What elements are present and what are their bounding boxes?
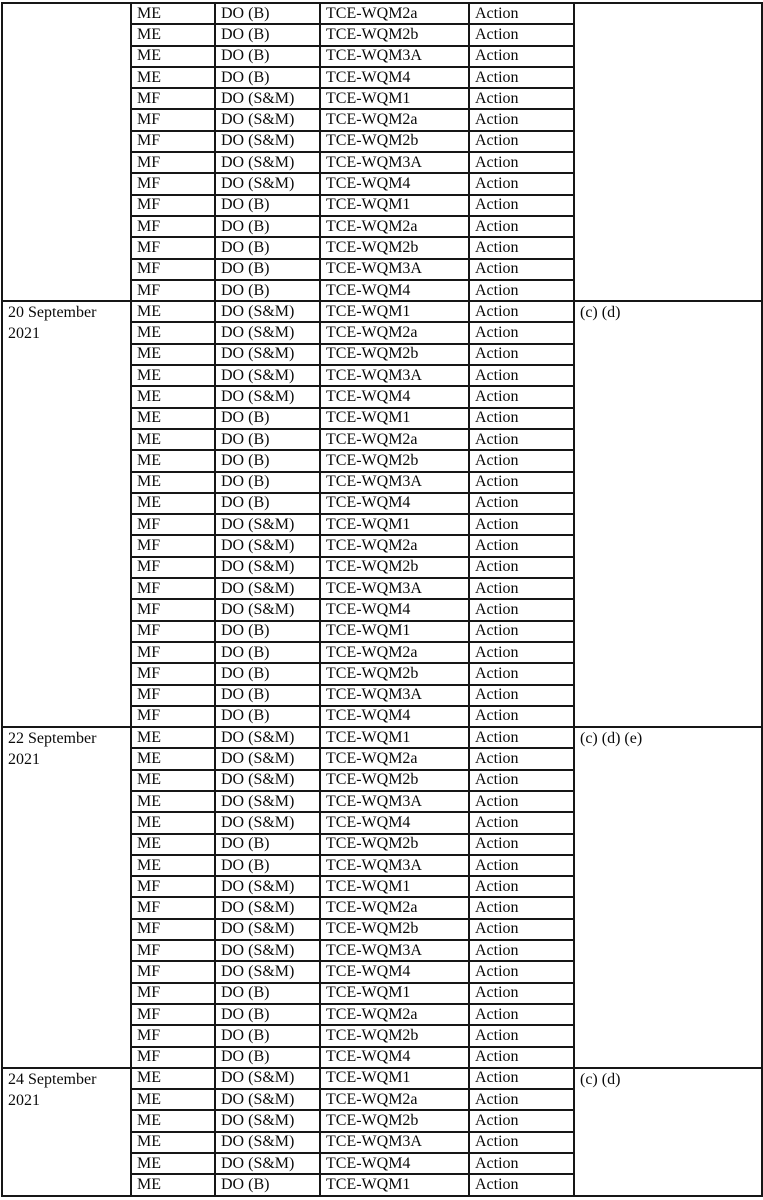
duty-cell: DO (B) — [215, 685, 320, 706]
notes-cell: (c) (d) — [574, 301, 762, 727]
action-cell: Action — [469, 472, 574, 493]
equipment-cell: TCE-WQM2b — [320, 663, 469, 684]
equipment-cell: TCE-WQM2b — [320, 450, 469, 471]
equipment-cell: TCE-WQM3A — [320, 855, 469, 876]
action-cell: Action — [469, 1025, 574, 1046]
duty-cell: DO (B) — [215, 46, 320, 67]
team-cell: MF — [131, 514, 215, 535]
team-cell: ME — [131, 1089, 215, 1110]
team-cell: MF — [131, 1025, 215, 1046]
duty-cell: DO (S&M) — [215, 344, 320, 365]
equipment-cell: TCE-WQM4 — [320, 386, 469, 407]
duty-cell: DO (B) — [215, 280, 320, 301]
equipment-cell: TCE-WQM4 — [320, 493, 469, 514]
action-cell: Action — [469, 897, 574, 918]
action-cell: Action — [469, 642, 574, 663]
duty-cell: DO (S&M) — [215, 876, 320, 897]
team-cell: MF — [131, 876, 215, 897]
team-cell: MF — [131, 216, 215, 237]
duty-cell: DO (S&M) — [215, 919, 320, 940]
duty-cell: DO (S&M) — [215, 322, 320, 343]
equipment-cell: TCE-WQM2b — [320, 344, 469, 365]
equipment-cell: TCE-WQM2b — [320, 834, 469, 855]
action-cell: Action — [469, 514, 574, 535]
equipment-cell: TCE-WQM1 — [320, 621, 469, 642]
equipment-cell: TCE-WQM2a — [320, 1089, 469, 1110]
duty-cell: DO (B) — [215, 706, 320, 727]
team-cell: ME — [131, 472, 215, 493]
action-cell: Action — [469, 1089, 574, 1110]
duty-cell: DO (S&M) — [215, 152, 320, 173]
duty-cell: DO (S&M) — [215, 514, 320, 535]
action-cell: Action — [469, 791, 574, 812]
duty-cell: DO (S&M) — [215, 173, 320, 194]
action-cell: Action — [469, 1174, 574, 1195]
equipment-cell: TCE-WQM2a — [320, 322, 469, 343]
team-cell: MF — [131, 259, 215, 280]
equipment-cell: TCE-WQM3A — [320, 152, 469, 173]
equipment-cell: TCE-WQM4 — [320, 1153, 469, 1174]
equipment-cell: TCE-WQM1 — [320, 1174, 469, 1195]
equipment-cell: TCE-WQM2b — [320, 770, 469, 791]
duty-cell: DO (S&M) — [215, 301, 320, 322]
schedule-table-body — [2, 3, 762, 1196]
equipment-cell: TCE-WQM1 — [320, 88, 469, 109]
equipment-cell: TCE-WQM4 — [320, 1047, 469, 1068]
notes-cell: (c) (d) (e) — [574, 727, 762, 1068]
team-cell: ME — [131, 791, 215, 812]
team-cell: ME — [131, 1174, 215, 1195]
duty-cell: DO (B) — [215, 1174, 320, 1195]
team-cell: MF — [131, 919, 215, 940]
equipment-cell: TCE-WQM2a — [320, 216, 469, 237]
equipment-cell: TCE-WQM1 — [320, 727, 469, 748]
team-cell: MF — [131, 88, 215, 109]
action-cell: Action — [469, 1132, 574, 1153]
action-cell: Action — [469, 152, 574, 173]
team-cell: MF — [131, 642, 215, 663]
team-cell: MF — [131, 557, 215, 578]
action-cell: Action — [469, 940, 574, 961]
duty-cell: DO (S&M) — [215, 365, 320, 386]
equipment-cell: TCE-WQM4 — [320, 706, 469, 727]
team-cell: MF — [131, 237, 215, 258]
duty-cell: DO (B) — [215, 834, 320, 855]
action-cell: Action — [469, 24, 574, 45]
equipment-cell: TCE-WQM4 — [320, 961, 469, 982]
team-cell: ME — [131, 1068, 215, 1089]
team-cell: MF — [131, 983, 215, 1004]
duty-cell: DO (B) — [215, 1004, 320, 1025]
team-cell: MF — [131, 940, 215, 961]
action-cell: Action — [469, 535, 574, 556]
team-cell: ME — [131, 834, 215, 855]
duty-cell: DO (B) — [215, 24, 320, 45]
equipment-cell: TCE-WQM3A — [320, 578, 469, 599]
duty-cell: DO (B) — [215, 983, 320, 1004]
equipment-cell: TCE-WQM3A — [320, 365, 469, 386]
duty-cell: DO (B) — [215, 237, 320, 258]
team-cell: ME — [131, 301, 215, 322]
team-cell: MF — [131, 663, 215, 684]
duty-cell: DO (B) — [215, 642, 320, 663]
team-cell: ME — [131, 1110, 215, 1131]
team-cell: MF — [131, 599, 215, 620]
duty-cell: DO (S&M) — [215, 109, 320, 130]
action-cell: Action — [469, 876, 574, 897]
action-cell: Action — [469, 365, 574, 386]
action-cell: Action — [469, 344, 574, 365]
equipment-cell: TCE-WQM4 — [320, 599, 469, 620]
duty-cell: DO (S&M) — [215, 1068, 320, 1089]
team-cell: ME — [131, 450, 215, 471]
equipment-cell: TCE-WQM4 — [320, 280, 469, 301]
action-cell: Action — [469, 1153, 574, 1174]
equipment-cell: TCE-WQM2a — [320, 3, 469, 24]
team-cell: ME — [131, 1132, 215, 1153]
team-cell: ME — [131, 727, 215, 748]
notes-cell — [574, 3, 762, 301]
action-cell: Action — [469, 812, 574, 833]
table-row — [2, 727, 762, 748]
team-cell: ME — [131, 365, 215, 386]
equipment-cell: TCE-WQM1 — [320, 1068, 469, 1089]
equipment-cell: TCE-WQM2b — [320, 919, 469, 940]
duty-cell: DO (S&M) — [215, 791, 320, 812]
table-row — [2, 301, 762, 322]
action-cell: Action — [469, 322, 574, 343]
team-cell: MF — [131, 195, 215, 216]
duty-cell: DO (S&M) — [215, 1132, 320, 1153]
equipment-cell: TCE-WQM2a — [320, 1004, 469, 1025]
action-cell: Action — [469, 216, 574, 237]
equipment-cell: TCE-WQM4 — [320, 812, 469, 833]
team-cell: ME — [131, 770, 215, 791]
team-cell: ME — [131, 855, 215, 876]
equipment-cell: TCE-WQM3A — [320, 791, 469, 812]
equipment-cell: TCE-WQM2a — [320, 429, 469, 450]
action-cell: Action — [469, 557, 574, 578]
date-cell: 20 September 2021 — [2, 301, 131, 727]
action-cell: Action — [469, 46, 574, 67]
equipment-cell: TCE-WQM1 — [320, 514, 469, 535]
team-cell: MF — [131, 706, 215, 727]
team-cell: ME — [131, 1153, 215, 1174]
team-cell: ME — [131, 493, 215, 514]
equipment-cell: TCE-WQM3A — [320, 685, 469, 706]
action-cell: Action — [469, 1068, 574, 1089]
equipment-cell: TCE-WQM2a — [320, 642, 469, 663]
action-cell: Action — [469, 748, 574, 769]
action-cell: Action — [469, 237, 574, 258]
duty-cell: DO (S&M) — [215, 770, 320, 791]
team-cell: MF — [131, 535, 215, 556]
duty-cell: DO (B) — [215, 259, 320, 280]
equipment-cell: TCE-WQM4 — [320, 67, 469, 88]
action-cell: Action — [469, 280, 574, 301]
action-cell: Action — [469, 173, 574, 194]
team-cell: MF — [131, 961, 215, 982]
equipment-cell: TCE-WQM2a — [320, 897, 469, 918]
team-cell: MF — [131, 1004, 215, 1025]
team-cell: ME — [131, 322, 215, 343]
action-cell: Action — [469, 67, 574, 88]
equipment-cell: TCE-WQM3A — [320, 1132, 469, 1153]
equipment-cell: TCE-WQM1 — [320, 876, 469, 897]
equipment-cell: TCE-WQM4 — [320, 173, 469, 194]
action-cell: Action — [469, 259, 574, 280]
duty-cell: DO (B) — [215, 3, 320, 24]
team-cell: MF — [131, 131, 215, 152]
action-cell: Action — [469, 429, 574, 450]
team-cell: MF — [131, 897, 215, 918]
action-cell: Action — [469, 3, 574, 24]
duty-cell: DO (B) — [215, 216, 320, 237]
action-cell: Action — [469, 834, 574, 855]
equipment-cell: TCE-WQM1 — [320, 301, 469, 322]
equipment-cell: TCE-WQM2a — [320, 109, 469, 130]
duty-cell: DO (S&M) — [215, 599, 320, 620]
team-cell: ME — [131, 24, 215, 45]
duty-cell: DO (S&M) — [215, 961, 320, 982]
equipment-cell: TCE-WQM2b — [320, 131, 469, 152]
notes-cell: (c) (d) — [574, 1068, 762, 1196]
team-cell: MF — [131, 152, 215, 173]
table-row — [2, 3, 762, 24]
equipment-cell: TCE-WQM2a — [320, 535, 469, 556]
action-cell: Action — [469, 961, 574, 982]
equipment-cell: TCE-WQM3A — [320, 940, 469, 961]
equipment-cell: TCE-WQM1 — [320, 408, 469, 429]
team-cell: MF — [131, 173, 215, 194]
action-cell: Action — [469, 770, 574, 791]
team-cell: ME — [131, 386, 215, 407]
duty-cell: DO (S&M) — [215, 386, 320, 407]
action-cell: Action — [469, 109, 574, 130]
team-cell: MF — [131, 1047, 215, 1068]
equipment-cell: TCE-WQM2b — [320, 557, 469, 578]
date-cell: 22 September 2021 — [2, 727, 131, 1068]
duty-cell: DO (B) — [215, 855, 320, 876]
action-cell: Action — [469, 301, 574, 322]
team-cell: MF — [131, 621, 215, 642]
team-cell: ME — [131, 3, 215, 24]
action-cell: Action — [469, 663, 574, 684]
duty-cell: DO (S&M) — [215, 557, 320, 578]
team-cell: MF — [131, 685, 215, 706]
action-cell: Action — [469, 408, 574, 429]
duty-cell: DO (B) — [215, 1025, 320, 1046]
duty-cell: DO (S&M) — [215, 1153, 320, 1174]
duty-cell: DO (S&M) — [215, 748, 320, 769]
duty-cell: DO (S&M) — [215, 940, 320, 961]
equipment-cell: TCE-WQM3A — [320, 259, 469, 280]
action-cell: Action — [469, 386, 574, 407]
equipment-cell: TCE-WQM3A — [320, 46, 469, 67]
team-cell: ME — [131, 67, 215, 88]
date-cell — [2, 3, 131, 301]
duty-cell: DO (B) — [215, 67, 320, 88]
action-cell: Action — [469, 1004, 574, 1025]
duty-cell: DO (S&M) — [215, 727, 320, 748]
team-cell: ME — [131, 344, 215, 365]
equipment-cell: TCE-WQM2b — [320, 1025, 469, 1046]
action-cell: Action — [469, 685, 574, 706]
action-cell: Action — [469, 1110, 574, 1131]
team-cell: MF — [131, 578, 215, 599]
duty-cell: DO (S&M) — [215, 1110, 320, 1131]
duty-cell: DO (S&M) — [215, 88, 320, 109]
team-cell: ME — [131, 748, 215, 769]
equipment-cell: TCE-WQM1 — [320, 195, 469, 216]
action-cell: Action — [469, 450, 574, 471]
action-cell: Action — [469, 1047, 574, 1068]
action-cell: Action — [469, 855, 574, 876]
duty-cell: DO (S&M) — [215, 1089, 320, 1110]
duty-cell: DO (B) — [215, 1047, 320, 1068]
duty-cell: DO (B) — [215, 450, 320, 471]
team-cell: ME — [131, 429, 215, 450]
duty-cell: DO (S&M) — [215, 897, 320, 918]
action-cell: Action — [469, 919, 574, 940]
equipment-cell: TCE-WQM3A — [320, 472, 469, 493]
duty-cell: DO (B) — [215, 663, 320, 684]
action-cell: Action — [469, 88, 574, 109]
action-cell: Action — [469, 706, 574, 727]
equipment-cell: TCE-WQM2a — [320, 748, 469, 769]
equipment-cell: TCE-WQM1 — [320, 983, 469, 1004]
duty-cell: DO (B) — [215, 493, 320, 514]
team-cell: ME — [131, 408, 215, 429]
duty-cell: DO (B) — [215, 195, 320, 216]
action-cell: Action — [469, 599, 574, 620]
table-row — [2, 1068, 762, 1089]
action-cell: Action — [469, 621, 574, 642]
equipment-cell: TCE-WQM2b — [320, 24, 469, 45]
duty-cell: DO (S&M) — [215, 812, 320, 833]
team-cell: MF — [131, 109, 215, 130]
date-cell: 24 September 2021 — [2, 1068, 131, 1196]
action-cell: Action — [469, 131, 574, 152]
equipment-cell: TCE-WQM2b — [320, 1110, 469, 1131]
equipment-cell: TCE-WQM2b — [320, 237, 469, 258]
action-cell: Action — [469, 983, 574, 1004]
team-cell: ME — [131, 812, 215, 833]
duty-cell: DO (B) — [215, 472, 320, 493]
team-cell: ME — [131, 46, 215, 67]
duty-cell: DO (S&M) — [215, 131, 320, 152]
duty-cell: DO (S&M) — [215, 578, 320, 599]
duty-cell: DO (S&M) — [215, 535, 320, 556]
action-cell: Action — [469, 493, 574, 514]
action-cell: Action — [469, 578, 574, 599]
action-cell: Action — [469, 195, 574, 216]
duty-cell: DO (B) — [215, 408, 320, 429]
action-cell: Action — [469, 727, 574, 748]
team-cell: MF — [131, 280, 215, 301]
duty-cell: DO (B) — [215, 429, 320, 450]
duty-cell: DO (B) — [215, 621, 320, 642]
training-schedule-table — [1, 2, 763, 1197]
